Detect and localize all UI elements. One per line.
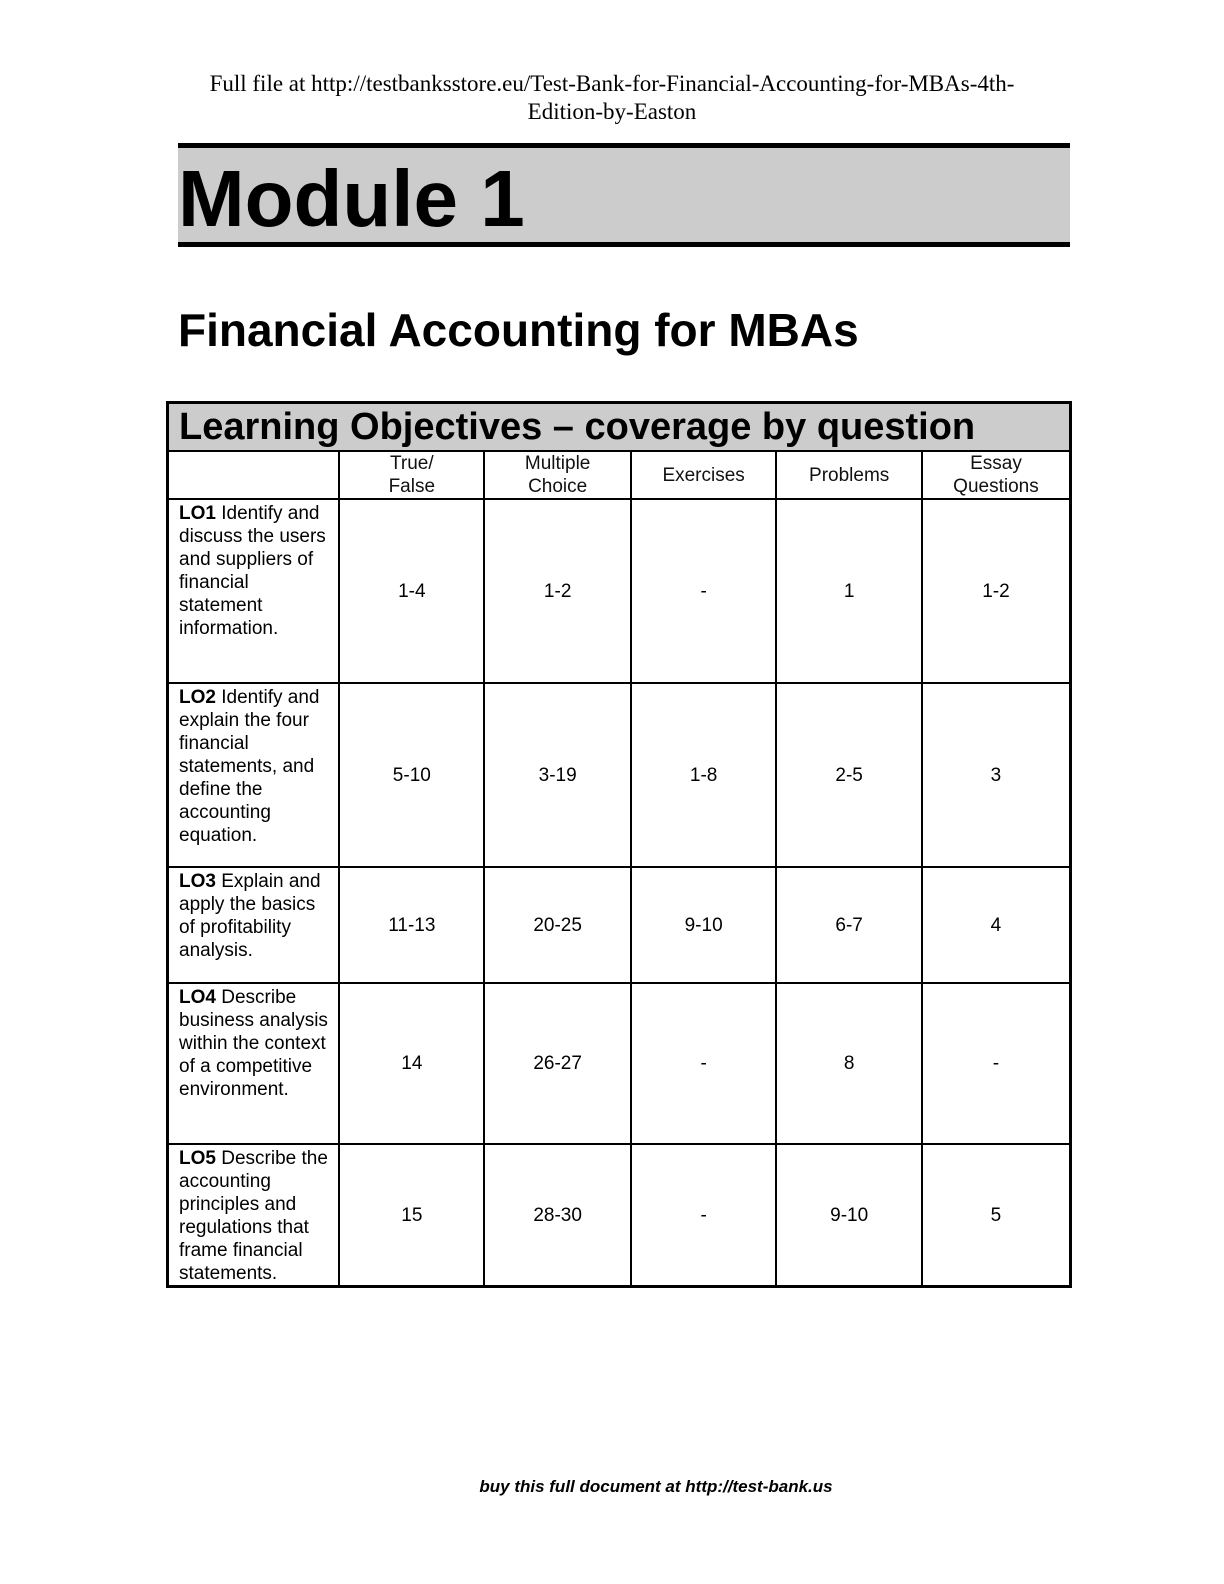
problems-value: 9-10	[776, 1144, 922, 1287]
multiple-choice-value: 20-25	[484, 867, 630, 983]
exercises-value: 1-8	[631, 683, 777, 867]
column-header-exercises	[631, 451, 777, 499]
column-header-line: Problems	[809, 464, 890, 486]
column-header-line: Essay	[970, 453, 1022, 474]
column-header-line: Choice	[528, 476, 588, 497]
true-false-value: 14	[339, 983, 484, 1144]
learning-objective-code: LO1	[179, 503, 216, 524]
header-blank-cell	[168, 451, 340, 499]
multiple-choice-value: 3-19	[484, 683, 630, 867]
table-row	[168, 499, 1071, 683]
problems-value: 2-5	[776, 683, 922, 867]
essay-questions-value: 5	[922, 1144, 1071, 1287]
learning-objective-code: LO2	[179, 687, 216, 708]
learning-objective-description: Identify and explain the four financial statements, and define the accounting equation.	[179, 687, 320, 846]
multiple-choice-value: 26-27	[484, 983, 630, 1144]
true-false-value: 11-13	[339, 867, 484, 983]
learning-objective-code: LO3	[179, 871, 216, 892]
learning-objective-cell	[168, 683, 340, 867]
learning-objectives-table	[166, 401, 1072, 1288]
column-header-essay-questions	[922, 451, 1071, 499]
module-banner	[178, 143, 1070, 247]
book-title: Financial Accounting for MBAs	[178, 304, 859, 356]
table-row	[168, 683, 1071, 867]
table-caption: Learning Objectives – coverage by question	[168, 403, 1071, 452]
problems-value: 6-7	[776, 867, 922, 983]
learning-objective-code: LO4	[179, 987, 216, 1008]
download-note	[0, 70, 1224, 126]
table-row	[168, 983, 1071, 1144]
essay-questions-value: 4	[922, 867, 1071, 983]
table-row	[168, 1144, 1071, 1287]
column-header-multiple-choice	[484, 451, 630, 499]
multiple-choice-value: 28-30	[484, 1144, 630, 1287]
exercises-value: -	[631, 983, 777, 1144]
column-header-line: Questions	[953, 476, 1039, 497]
learning-objective-code: LO5	[179, 1148, 216, 1169]
column-header-true-false	[339, 451, 484, 499]
learning-objective-description: Explain and apply the basics of profitability analysis.	[179, 871, 321, 961]
module-title: Module 1	[178, 154, 525, 243]
learning-objective-cell	[168, 983, 340, 1144]
table-header-row	[168, 451, 1071, 499]
true-false-value: 5-10	[339, 683, 484, 867]
multiple-choice-value: 1-2	[484, 499, 630, 683]
footer-note: buy this full document at http://test-bank.us	[479, 1477, 833, 1496]
essay-questions-value: -	[922, 983, 1071, 1144]
download-note-line-2: Edition-by-Easton	[527, 99, 697, 124]
exercises-value: 9-10	[631, 867, 777, 983]
true-false-value: 1-4	[339, 499, 484, 683]
learning-objective-description: Describe the accounting principles and regulations that frame financial statements.	[179, 1148, 328, 1284]
exercises-value: -	[631, 499, 777, 683]
learning-objective-cell	[168, 1144, 340, 1287]
exercises-value: -	[631, 1144, 777, 1287]
table-row	[168, 867, 1071, 983]
essay-questions-value: 3	[922, 683, 1071, 867]
column-header-line: Exercises	[662, 464, 745, 486]
learning-objective-cell	[168, 867, 340, 983]
learning-objective-description: Identify and discuss the users and suppliers of financial statement information.	[179, 503, 326, 639]
column-header-line: True/	[390, 453, 434, 474]
problems-value: 1	[776, 499, 922, 683]
learning-objective-description: Describe business analysis within the context of a competitive environment.	[179, 987, 328, 1100]
essay-questions-value: 1-2	[922, 499, 1071, 683]
learning-objective-cell	[168, 499, 340, 683]
column-header-line: False	[388, 476, 436, 497]
column-header-line: Multiple	[524, 453, 591, 474]
problems-value: 8	[776, 983, 922, 1144]
column-header-problems	[776, 451, 922, 499]
table-caption-row	[168, 403, 1071, 452]
true-false-value: 15	[339, 1144, 484, 1287]
download-note-line-1: Full file at http://testbanksstore.eu/Test-Bank-for-Financial-Accounting-for-MBAs-4th-	[209, 71, 1015, 96]
